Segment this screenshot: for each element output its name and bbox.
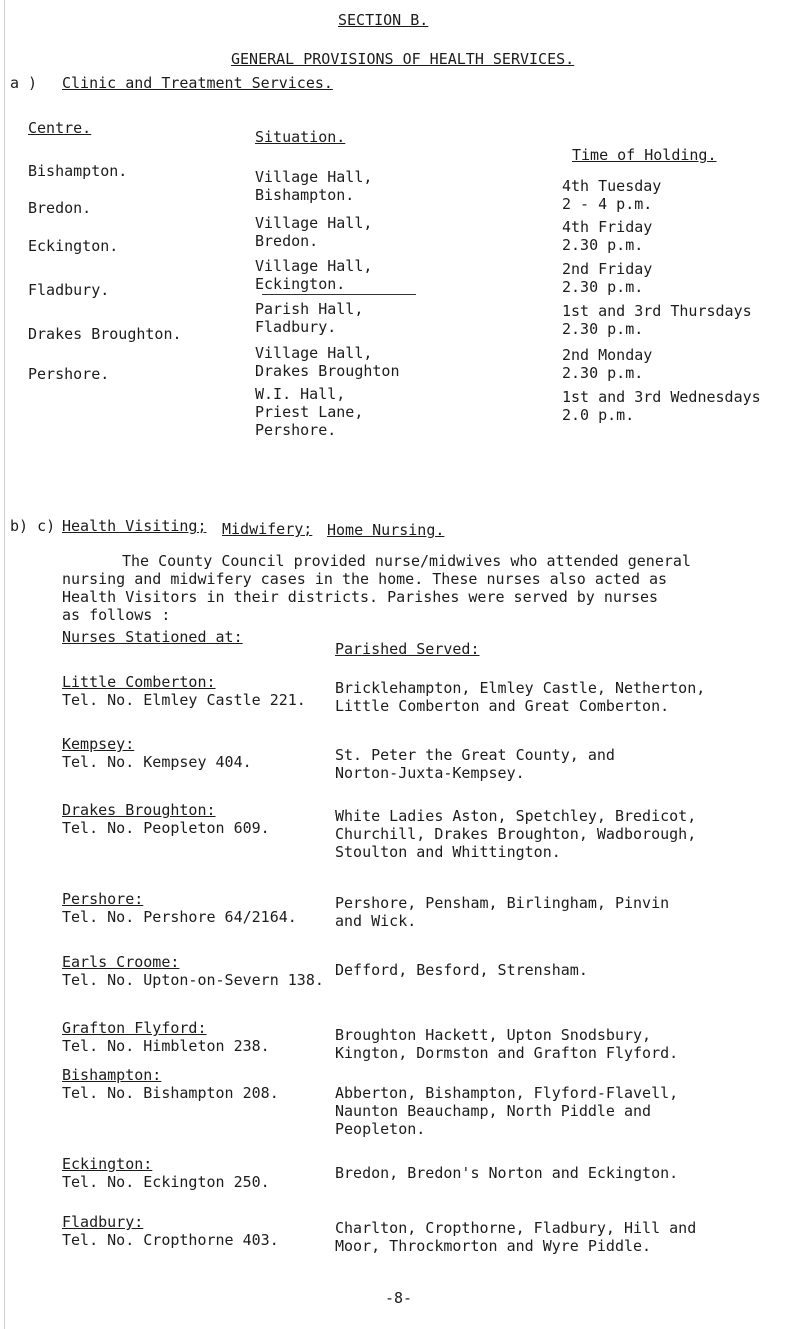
document-subtitle: GENERAL PROVISIONS OF HEALTH SERVICES. [231,50,575,68]
page-number: -8- [385,1289,413,1307]
clinic-centre: Bredon. [28,199,92,217]
time-column-header: Time of Holding. [572,146,717,164]
part-a-marker: a ) [10,74,38,92]
nurse-station: Pershore: [62,890,144,908]
clinic-time: 2nd Monday 2.30 p.m. [562,346,653,382]
nurse-station: Bishampton: [62,1066,162,1084]
nurse-station: Earls Croome: [62,953,180,971]
section-divider [262,294,416,295]
nurse-station: Fladbury: [62,1213,144,1231]
nurse-telephone: Tel. No. Elmley Castle 221. [62,691,306,709]
clinic-situation: W.I. Hall, Priest Lane, Pershore. [255,385,364,439]
parishes-served: Pershore, Pensham, Birlingham, Pinvin and Wick. [335,894,670,930]
nurse-station: Grafton Flyford: [62,1019,207,1037]
home-nursing-heading: Home Nursing. [327,521,445,539]
section-title: SECTION B. [338,11,429,29]
part-a-heading: Clinic and Treatment Services. [62,74,333,92]
parishes-served: Broughton Hackett, Upton Snodsbury, Kington, Dormston and Grafton Flyford. [335,1026,679,1062]
situation-column-header: Situation. [255,128,346,146]
nurse-telephone: Tel. No. Peopleton 609. [62,819,270,837]
clinic-time: 1st and 3rd Thursdays 2.30 p.m. [562,302,752,338]
parishes-served: St. Peter the Great County, and Norton-Juxta-Kempsey. [335,746,615,782]
parishes-served: Charlton, Cropthorne, Fladbury, Hill and Moor, Throckmorton and Wyre Piddle. [335,1219,697,1255]
parishes-served: Bredon, Bredon's Norton and Eckington. [335,1164,679,1182]
nurse-telephone: Tel. No. Pershore 64/2164. [62,908,297,926]
nurse-telephone: Tel. No. Kempsey 404. [62,753,252,771]
parishes-served: White Ladies Aston, Spetchley, Bredicot, Churchill, Drakes Broughton, Wadborough, Stoulton and Whittington. [335,807,697,861]
centre-column-header: Centre. [28,119,92,137]
left-margin-line [4,0,5,1329]
clinic-time: 1st and 3rd Wednesdays 2.0 p.m. [562,388,761,424]
nurse-station: Eckington: [62,1155,153,1173]
parishes-served: Abberton, Bishampton, Flyford-Flavell, Naunton Beauchamp, North Piddle and Peopleton. [335,1084,679,1138]
health-visiting-heading: Health Visiting; [62,517,207,535]
nurses-stationed-header: Nurses Stationed at: [62,628,243,646]
parishes-served: Bricklehampton, Elmley Castle, Netherton, Little Comberton and Great Comberton. [335,679,706,715]
nurse-telephone: Tel. No. Eckington 250. [62,1173,270,1191]
clinic-situation: Village Hall, Drakes Broughton [255,344,400,380]
clinic-situation: Village Hall, Bishampton. [255,168,373,204]
clinic-centre: Eckington. [28,237,119,255]
clinic-situation: Village Hall, Bredon. [255,214,373,250]
clinic-time: 4th Tuesday 2 - 4 p.m. [562,177,662,213]
parishes-served-header: Parished Served: [335,640,480,658]
nurse-station: Drakes Broughton: [62,801,216,819]
clinic-situation: Village Hall, Eckington. [255,257,373,293]
nurse-telephone: Tel. No. Cropthorne 403. [62,1231,279,1249]
intro-paragraph: The County Council provided nurse/midwives who attended general nursing and midwifery cases in the home. These nurses also acted as Health Visitors in their districts. Parishes were served by nurses as follows : [62,552,691,624]
clinic-centre: Fladbury. [28,281,110,299]
parishes-served: Defford, Besford, Strensham. [335,961,588,979]
nurse-telephone: Tel. No. Bishampton 208. [62,1084,279,1102]
clinic-time: 2nd Friday 2.30 p.m. [562,260,653,296]
part-bc-marker: b) c) [10,517,56,535]
midwifery-heading: Midwifery; [222,520,313,538]
clinic-centre: Pershore. [28,365,110,383]
clinic-situation: Parish Hall, Fladbury. [255,300,364,336]
nurse-station: Little Comberton: [62,673,216,691]
clinic-centre: Bishampton. [28,162,128,180]
clinic-centre: Drakes Broughton. [28,325,182,343]
nurse-station: Kempsey: [62,735,135,753]
clinic-time: 4th Friday 2.30 p.m. [562,218,653,254]
nurse-telephone: Tel. No. Himbleton 238. [62,1037,270,1055]
nurse-telephone: Tel. No. Upton-on-Severn 138. [62,971,324,989]
